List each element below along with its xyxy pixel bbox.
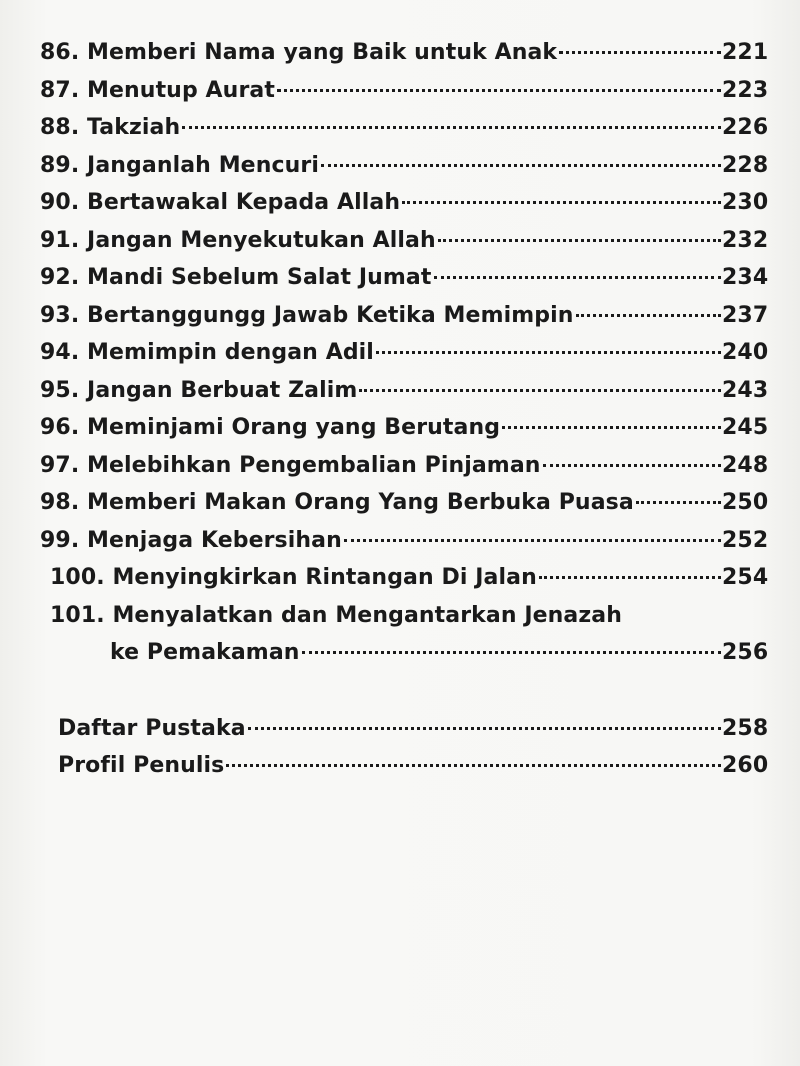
toc-entry-title: 99. Menjaga Kebersihan: [40, 527, 342, 553]
toc-entry-page: 240: [722, 340, 769, 365]
toc-entry-page: 237: [722, 302, 769, 328]
toc-entry-94: [40, 340, 768, 378]
toc-entry-title: 88. Takziah: [40, 115, 181, 140]
toc-entry-91: [40, 228, 768, 266]
toc-entry-page: 221: [722, 40, 769, 65]
toc-entry-101-continued: [40, 640, 768, 678]
toc-entry-title-line1: 101. Menyalatkan dan Mengantarkan Jenazah: [50, 602, 622, 628]
dot-leader: [402, 201, 721, 204]
toc-entry-title: 94. Memimpin dengan Adil: [40, 340, 374, 365]
dot-leader: [539, 576, 721, 579]
toc-entry-86: [40, 40, 768, 78]
dot-leader: [434, 276, 722, 279]
dot-leader: [559, 51, 721, 54]
dot-leader: [359, 389, 721, 392]
toc-entry-87: [40, 78, 768, 116]
toc-entry-page: 243: [722, 377, 769, 403]
toc-entry-page: 228: [722, 152, 769, 178]
toc-entry-page: 258: [722, 715, 769, 741]
toc-entry-title: 89. Janganlah Mencuri: [40, 152, 319, 178]
dot-leader: [636, 501, 721, 504]
toc-entry-title: 98. Memberi Makan Orang Yang Berbuka Puasa: [40, 490, 634, 515]
toc-entry-96: [40, 415, 768, 453]
toc-entry-page: 252: [722, 527, 769, 553]
toc-entry-title: 86. Memberi Nama yang Baik untuk Anak: [40, 40, 558, 65]
toc-entry-99: [40, 528, 768, 566]
toc-entry-title-line2: ke Pemakaman: [110, 640, 300, 665]
toc-entry-title: 100. Menyingkirkan Rintangan Di Jalan: [50, 565, 537, 590]
dot-leader: [302, 651, 721, 654]
dot-leader: [376, 351, 721, 354]
toc-entry-page: 254: [722, 565, 769, 590]
toc-entry-page: 260: [722, 753, 769, 778]
toc-entry-page: 232: [722, 227, 769, 253]
toc-entry-page: 248: [722, 452, 769, 478]
dot-leader: [248, 727, 721, 730]
toc-entry-title: 91. Jangan Menyekutukan Allah: [40, 227, 436, 253]
toc-entry-88: [40, 115, 768, 153]
dot-leader: [438, 239, 721, 242]
dot-leader: [543, 464, 721, 467]
toc-entry-title: 92. Mandi Sebelum Salat Jumat: [40, 265, 432, 290]
toc-entry-title: Profil Penulis: [58, 753, 225, 778]
dot-leader: [277, 89, 721, 92]
toc-entry-title: Daftar Pustaka: [58, 715, 246, 741]
toc-entry-100: [40, 565, 768, 603]
toc-entry-page: 234: [722, 265, 769, 290]
toc-entry-page: 226: [722, 115, 769, 140]
toc-entry-daftar-pustaka: [40, 716, 768, 754]
table-of-contents: [40, 40, 768, 791]
toc-entry-title: 93. Bertanggungg Jawab Ketika Memimpin: [40, 302, 574, 328]
section-gap: [40, 678, 768, 716]
toc-entry-title: 95. Jangan Berbuat Zalim: [40, 377, 358, 403]
dot-leader: [321, 164, 721, 167]
dot-leader: [182, 126, 721, 129]
toc-entry-90: [40, 190, 768, 228]
toc-entry-98: [40, 490, 768, 528]
toc-entry-page: 250: [722, 490, 769, 515]
toc-entry-89: [40, 153, 768, 191]
toc-entry-title: 90. Bertawakal Kepada Allah: [40, 190, 401, 215]
toc-entry-97: [40, 453, 768, 491]
toc-entry-profil-penulis: [40, 753, 768, 791]
toc-entry-title: 97. Melebihkan Pengembalian Pinjaman: [40, 452, 541, 478]
dot-leader: [576, 314, 721, 317]
toc-entry-title: 96. Meminjami Orang yang Berutang: [40, 415, 501, 440]
toc-entry-page: 245: [722, 415, 769, 440]
toc-entry-page: 256: [722, 640, 769, 665]
toc-entry-95: [40, 378, 768, 416]
dot-leader: [502, 426, 721, 429]
toc-entry-title: 87. Menutup Aurat: [40, 77, 275, 103]
dot-leader: [344, 539, 721, 542]
toc-entry-101: [40, 603, 768, 641]
toc-entry-92: [40, 265, 768, 303]
toc-entry-page: 223: [722, 77, 769, 103]
dot-leader: [226, 764, 721, 767]
toc-entry-93: [40, 303, 768, 341]
toc-entry-page: 230: [722, 190, 769, 215]
